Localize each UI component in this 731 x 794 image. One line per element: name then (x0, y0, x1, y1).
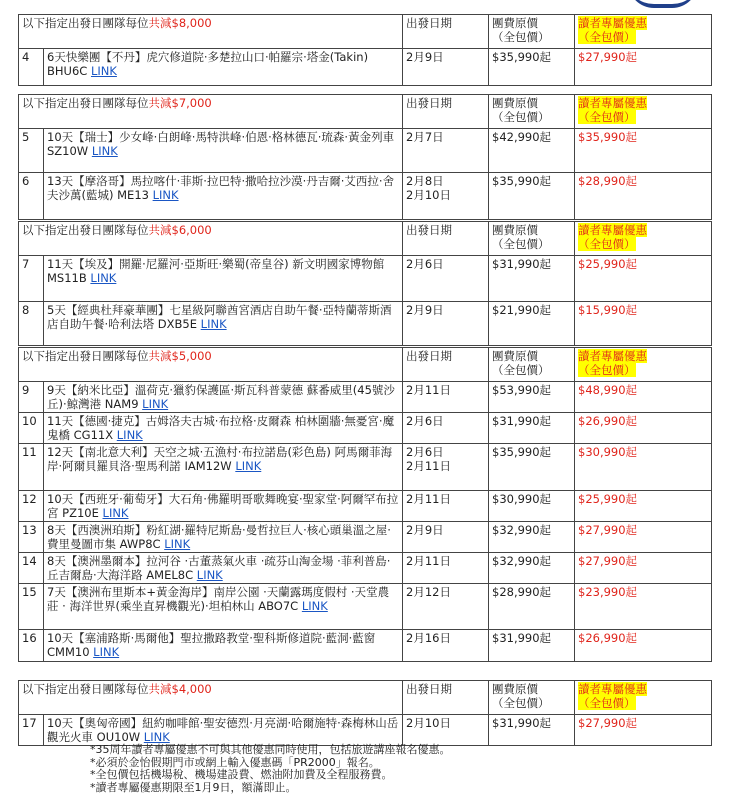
date-column-header: 出發日期 (403, 15, 489, 49)
tour-row (19, 382, 712, 413)
reader-promo-label: 讀者專屬優惠 (578, 682, 647, 696)
tour-title-cell (44, 553, 403, 584)
departure-date: 2月12日 (406, 585, 485, 599)
tour-title-cell (44, 584, 403, 630)
tour-title-cell (44, 256, 403, 302)
tour-title-cell (44, 522, 403, 553)
tour-row (19, 413, 712, 444)
original-price: $28,990起 (489, 584, 575, 630)
tour-row (19, 302, 712, 346)
footnote-2: *必須於金怡假期門市或網上輸入優惠碼「PR2000」報名。 (90, 757, 451, 770)
promo-price: $30,990起 (575, 444, 712, 491)
section-header-row (19, 95, 712, 129)
tour-title: 10天【西班牙‧葡萄牙】大石角‧佛羅明哥歌舞晚宴‧聖家堂‧阿爾罕布拉宮 PZ10E (47, 492, 398, 520)
tour-number: 17 (19, 715, 44, 746)
tour-title-cell (44, 444, 403, 491)
departure-dates (403, 173, 489, 220)
promo-price: $27,990起 (575, 553, 712, 584)
discount-amount: 共減$5,000 (149, 349, 212, 363)
tour-number: 4 (19, 49, 44, 86)
tour-title: 12天【南北意大利】天空之城‧五漁村‧布拉諾島(彩色島) 阿馬爾菲海岸‧阿爾貝羅貝洛‧聖馬利諾 IAM12W (47, 445, 392, 473)
tour-title: 5天【經典杜拜豪華團】七星級阿聯酋宮酒店自助午餐‧亞特蘭蒂斯酒店自助午餐‧哈利法塔 DXB5E (47, 303, 391, 331)
original-price-label: 團費原價 (492, 96, 571, 110)
tour-row (19, 129, 712, 173)
original-price: $21,990起 (489, 302, 575, 346)
original-price: $32,990起 (489, 522, 575, 553)
original-price-sublabel: （全包價） (492, 30, 571, 44)
reader-promo-header (575, 348, 712, 382)
promo-price: $25,990起 (575, 491, 712, 522)
tour-title: 10天【塞浦路斯‧馬爾他】聖拉撒路教堂‧聖科斯修道院‧藍洞‧藍窗 CMM10 (47, 631, 375, 659)
departure-dates (403, 491, 489, 522)
departure-dates (403, 584, 489, 630)
tour-link[interactable]: LINK (93, 645, 119, 659)
departure-date: 2月11日 (406, 492, 485, 506)
promo-price: $27,990起 (575, 715, 712, 746)
section-discount-heading (19, 681, 403, 715)
tour-row (19, 584, 712, 630)
discount-amount: 共減$6,000 (149, 223, 212, 237)
tour-title: 8天【西澳洲珀斯】粉紅湖‧羅特尼斯島‧曼哲拉巨人‧核心頭巢溫之屋‧費里曼圖市集 AWP8C (47, 523, 391, 551)
tour-number: 15 (19, 584, 44, 630)
original-price: $31,990起 (489, 630, 575, 662)
price-table-section (18, 14, 712, 86)
tour-title: 11天【埃及】開羅‧尼羅河‧亞斯旺‧樂蜀(帝皇谷) 新文明國家博物館 MS11B (47, 257, 384, 285)
tour-row (19, 491, 712, 522)
departure-dates (403, 256, 489, 302)
tour-title-cell (44, 173, 403, 220)
departure-date: 2月11日 (406, 459, 485, 473)
original-price: $35,990起 (489, 173, 575, 220)
promo-price: $28,990起 (575, 173, 712, 220)
reader-promo-sublabel: （全包價） (578, 110, 636, 124)
tour-row (19, 630, 712, 662)
price-table-section (18, 221, 712, 346)
promo-price: $48,990起 (575, 382, 712, 413)
date-column-header: 出發日期 (403, 681, 489, 715)
decorative-arc (628, 0, 698, 8)
departure-dates (403, 444, 489, 491)
original-price: $31,990起 (489, 256, 575, 302)
tour-link[interactable]: LINK (92, 144, 118, 158)
departure-dates (403, 715, 489, 746)
discount-amount: 共減$4,000 (149, 682, 212, 696)
tour-title: 13天【摩洛哥】馬拉喀什‧菲斯‧拉巴特‧撒哈拉沙漠‧丹吉爾‧艾西拉‧舍夫沙萬(藍城) ME13 (47, 174, 394, 202)
departure-date: 2月6日 (406, 445, 485, 459)
tour-title-cell (44, 49, 403, 86)
reader-promo-label: 讀者專屬優惠 (578, 16, 647, 30)
original-price-sublabel: （全包價） (492, 363, 571, 377)
tour-link[interactable]: LINK (117, 428, 143, 442)
original-price-sublabel: （全包價） (492, 110, 571, 124)
original-price-header (489, 15, 575, 49)
departure-date: 2月9日 (406, 303, 485, 317)
original-price: $30,990起 (489, 491, 575, 522)
original-price-label: 團費原價 (492, 349, 571, 363)
section-discount-heading (19, 15, 403, 49)
section-header-row (19, 681, 712, 715)
departure-date: 2月7日 (406, 130, 485, 144)
footnotes (90, 744, 451, 794)
reader-promo-header (575, 222, 712, 256)
tour-row (19, 715, 712, 746)
tour-number: 8 (19, 302, 44, 346)
tour-row (19, 522, 712, 553)
tour-title: 8天【澳洲墨爾本】拉河谷 ‧古董蒸氣火車 ‧疏芬山淘金場 ‧菲利普島‧丘吉爾島‧大海洋路 AMEL8C (47, 554, 390, 582)
reader-promo-sublabel: （全包價） (578, 363, 636, 377)
date-column-header: 出發日期 (403, 348, 489, 382)
footnote-1: *35周年讀者專屬優惠不可與其他優惠同時使用，包括旅遊講座報名優惠。 (90, 744, 451, 757)
tour-title-cell (44, 715, 403, 746)
original-price-header (489, 681, 575, 715)
tour-row (19, 553, 712, 584)
tour-title-cell (44, 302, 403, 346)
departure-date: 2月9日 (406, 50, 485, 64)
price-table-section (18, 347, 712, 662)
tour-link[interactable]: LINK (144, 730, 170, 744)
tour-title: 11天【德國‧捷克】古姆洛夫古城‧布拉格‧皮爾森 柏林圍牆‧無憂宮‧魔鬼橋 CG11X (47, 414, 394, 442)
date-column-header: 出發日期 (403, 222, 489, 256)
tour-link[interactable]: LINK (90, 271, 116, 285)
tour-number: 10 (19, 413, 44, 444)
tour-row (19, 444, 712, 491)
tour-title-cell (44, 491, 403, 522)
original-price: $53,990起 (489, 382, 575, 413)
departure-dates (403, 413, 489, 444)
departure-dates (403, 49, 489, 86)
section-header-row (19, 222, 712, 256)
section-discount-heading (19, 95, 403, 129)
original-price-header (489, 95, 575, 129)
promo-price: $26,990起 (575, 630, 712, 662)
tour-title: 9天【納米比亞】溫荷克‧獵豹保護區‧斯瓦科普蒙德 蘇番威里(45號沙丘)‧鯨灣港 NAM9 (47, 383, 395, 411)
discount-prefix: 以下指定出發日團隊每位 (22, 223, 149, 237)
tour-title-cell (44, 129, 403, 173)
promo-price: $27,990起 (575, 49, 712, 86)
tour-row (19, 173, 712, 220)
promo-price: $26,990起 (575, 413, 712, 444)
reader-promo-label: 讀者專屬優惠 (578, 223, 647, 237)
date-column-header: 出發日期 (403, 95, 489, 129)
promo-price: $27,990起 (575, 522, 712, 553)
tour-title: 10天【瑞士】少女峰‧白朗峰‧馬特洪峰‧伯恩‧格林德瓦‧琉森‧黃金列車 SZ10W (47, 130, 394, 158)
tour-link[interactable]: LINK (235, 459, 261, 473)
departure-dates (403, 382, 489, 413)
tour-link[interactable]: LINK (164, 537, 190, 551)
footnote-4: *讀者專屬優惠期限至1月9日，額滿即止。 (90, 782, 451, 794)
tour-number: 9 (19, 382, 44, 413)
reader-promo-header (575, 681, 712, 715)
departure-date: 2月16日 (406, 631, 485, 645)
original-price: $31,990起 (489, 413, 575, 444)
reader-promo-label: 讀者專屬優惠 (578, 349, 647, 363)
section-discount-heading (19, 348, 403, 382)
tour-title-cell (44, 630, 403, 662)
tour-number: 16 (19, 630, 44, 662)
tour-row (19, 256, 712, 302)
departure-dates (403, 129, 489, 173)
reader-promo-header (575, 95, 712, 129)
section-header-row (19, 15, 712, 49)
discount-prefix: 以下指定出發日團隊每位 (22, 682, 149, 696)
footnote-3: *全包價包括機場稅、機場建設費、燃油附加費及全程服務費。 (90, 769, 451, 782)
discount-prefix: 以下指定出發日團隊每位 (22, 349, 149, 363)
tour-link[interactable]: LINK (302, 599, 328, 613)
tour-link[interactable]: LINK (91, 64, 117, 78)
tour-title-cell (44, 413, 403, 444)
original-price-sublabel: （全包價） (492, 237, 571, 251)
discount-prefix: 以下指定出發日團隊每位 (22, 16, 149, 30)
promo-price: $15,990起 (575, 302, 712, 346)
departure-date: 2月10日 (406, 716, 485, 730)
departure-dates (403, 302, 489, 346)
tour-link[interactable]: LINK (142, 397, 168, 411)
tour-number: 5 (19, 129, 44, 173)
discount-amount: 共減$8,000 (149, 16, 212, 30)
tour-title: 6天快樂團【不丹】虎穴修道院‧多楚拉山口‧帕羅宗‧塔金(Takin) BHU6C (47, 50, 368, 78)
tour-row (19, 49, 712, 86)
tour-link[interactable]: LINK (103, 506, 129, 520)
section-header-row (19, 348, 712, 382)
tour-title: 10天【奧匈帝國】紐約咖啡館‧聖安德烈‧月亮湖‧哈爾施特‧森梅林山岳觀光火車 OU10W (47, 716, 398, 744)
departure-date: 2月8日 (406, 174, 485, 188)
promo-price: $23,990起 (575, 584, 712, 630)
reader-promo-header (575, 15, 712, 49)
departure-date: 2月6日 (406, 414, 485, 428)
original-price: $35,990起 (489, 444, 575, 491)
departure-date: 2月11日 (406, 383, 485, 397)
reader-promo-sublabel: （全包價） (578, 696, 636, 710)
original-price-label: 團費原價 (492, 682, 571, 696)
promo-price: $25,990起 (575, 256, 712, 302)
tour-title: 7天【澳洲布里斯本+黃金海岸】南岸公園 ‧天蘭露瑪度假村 ‧天堂農莊 ‧ 海洋世界(乘坐直昇機觀光)‧坦柏林山 ABO7C (47, 585, 389, 613)
original-price-header (489, 348, 575, 382)
departure-dates (403, 553, 489, 584)
tour-title-cell (44, 382, 403, 413)
departure-date: 2月6日 (406, 257, 485, 271)
promo-price: $35,990起 (575, 129, 712, 173)
departure-date: 2月11日 (406, 554, 485, 568)
tour-number: 13 (19, 522, 44, 553)
original-price: $32,990起 (489, 553, 575, 584)
reader-promo-label: 讀者專屬優惠 (578, 96, 647, 110)
tour-link[interactable]: LINK (153, 188, 179, 202)
section-discount-heading (19, 222, 403, 256)
original-price-header (489, 222, 575, 256)
reader-promo-sublabel: （全包價） (578, 237, 636, 251)
departure-date: 2月10日 (406, 188, 485, 202)
reader-promo-sublabel: （全包價） (578, 30, 636, 44)
original-price-label: 團費原價 (492, 16, 571, 30)
price-table-section (18, 94, 712, 220)
original-price-sublabel: （全包價） (492, 696, 571, 710)
discount-amount: 共減$7,000 (149, 96, 212, 110)
tour-number: 11 (19, 444, 44, 491)
discount-prefix: 以下指定出發日團隊每位 (22, 96, 149, 110)
original-price: $31,990起 (489, 715, 575, 746)
departure-date: 2月9日 (406, 523, 485, 537)
original-price: $42,990起 (489, 129, 575, 173)
tour-link[interactable]: LINK (197, 568, 223, 582)
price-table-section (18, 680, 712, 746)
original-price: $35,990起 (489, 49, 575, 86)
tour-number: 12 (19, 491, 44, 522)
tour-number: 7 (19, 256, 44, 302)
original-price-label: 團費原價 (492, 223, 571, 237)
departure-dates (403, 522, 489, 553)
departure-dates (403, 630, 489, 662)
tour-number: 14 (19, 553, 44, 584)
tour-link[interactable]: LINK (201, 317, 227, 331)
tour-number: 6 (19, 173, 44, 220)
